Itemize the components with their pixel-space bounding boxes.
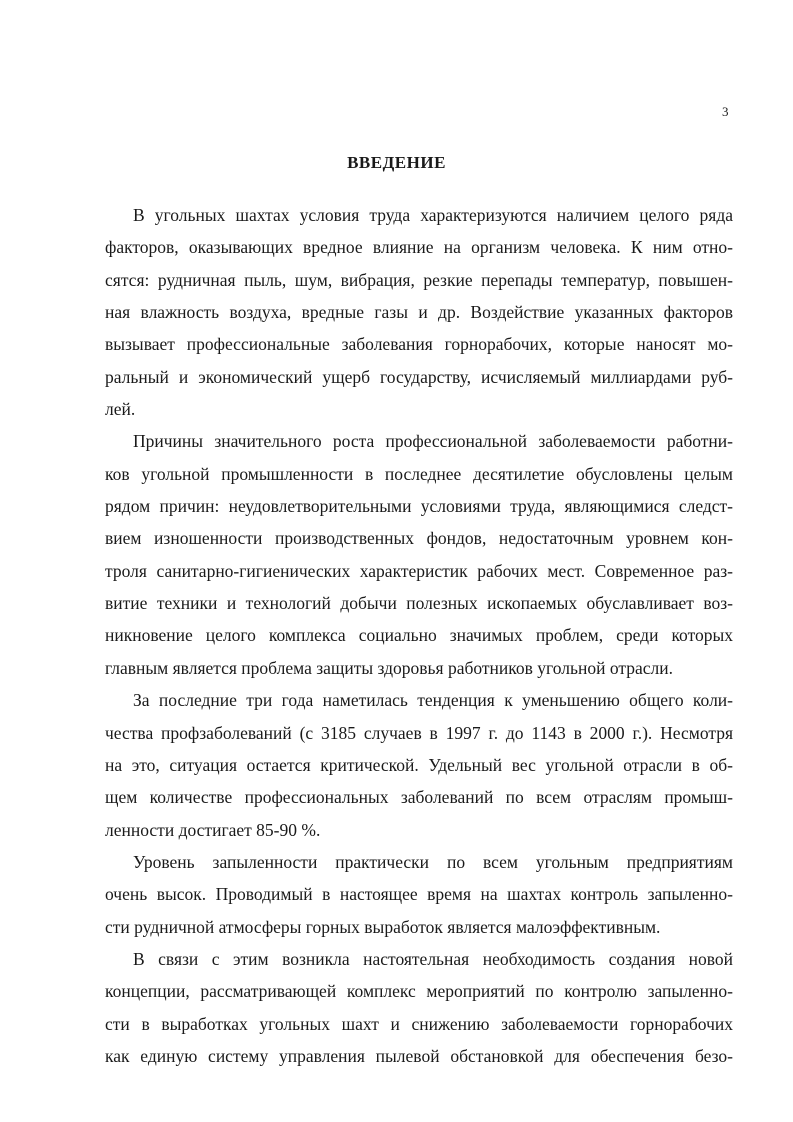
text-line: концепции, рассматривающей комплекс мероприятий по контролю запыленно-	[105, 981, 733, 1002]
paragraph-4	[105, 846, 733, 943]
text-line: витие техники и технологий добычи полезных ископаемых обуславливает воз-	[105, 593, 733, 614]
text-line: Уровень запыленности практически по всем угольным предприятиям	[133, 851, 733, 872]
text-line: вызывает профессиональные заболевания горнорабочих, которые наносят мо-	[105, 334, 733, 355]
text-line: чества профзаболеваний (с 3185 случаев в 1997 г. до 1143 в 2000 г.). Несмотря	[105, 722, 733, 743]
paragraph-3	[105, 684, 733, 846]
text-line: лей.	[105, 399, 136, 420]
text-line: За последние три года наметилась тенденция к уменьшению общего коли-	[133, 690, 733, 711]
text-line: на это, ситуация остается критической. Удельный вес угольной отрасли в об-	[105, 754, 733, 775]
text-line: рядом причин: неудовлетворительными условиями труда, являющимися следст-	[105, 496, 733, 517]
text-line: сти рудничной атмосферы горных выработок является малоэффективным.	[105, 916, 661, 937]
paragraph-1	[105, 199, 733, 425]
text-line: сятся: рудничная пыль, шум, вибрация, резкие перепады температур, повышен-	[105, 269, 733, 290]
text-line: факторов, оказывающих вредное влияние на организм человека. К ним отно-	[105, 237, 733, 258]
text-line: никновение целого комплекса социально значимых проблем, среди которых	[105, 625, 733, 646]
text-line: ральный и экономический ущерб государству, исчисляемый миллиардами руб-	[105, 366, 733, 387]
text-line: ленности достигает 85-90 %.	[105, 819, 321, 840]
text-line: В связи с этим возникла настоятельная необходимость создания новой	[133, 948, 733, 969]
paragraph-5	[105, 943, 733, 1072]
text-line: ная влажность воздуха, вредные газы и др. Воздействие указанных факторов	[105, 302, 733, 323]
page-number: 3	[722, 104, 729, 119]
text-line: очень высок. Проводимый в настоящее время на шахтах контроль запыленно-	[105, 884, 733, 905]
page-title: ВВЕДЕНИЕ	[347, 153, 446, 172]
text-line: вием изношенности производственных фондов, недостаточным уровнем кон-	[105, 528, 733, 549]
paragraph-2	[105, 425, 733, 684]
text-line: ков угольной промышленности в последнее десятилетие обусловлены целым	[105, 463, 733, 484]
text-line: как единую систему управления пылевой обстановкой для обеспечения безо-	[105, 1045, 733, 1066]
body-text	[105, 199, 733, 1072]
text-line: сти в выработках угольных шахт и снижению заболеваемости горнорабочих	[105, 1013, 733, 1034]
text-line: В угольных шахтах условия труда характеризуются наличием целого ряда	[133, 205, 733, 225]
text-line: троля санитарно-гигиенических характеристик рабочих мест. Современное раз-	[105, 560, 733, 581]
text-line: главным является проблема защиты здоровья работников угольной отрасли.	[105, 657, 673, 678]
text-line: щем количестве профессиональных заболеваний по всем отраслям промыш-	[105, 787, 733, 808]
text-line: Причины значительного роста профессиональной заболеваемости работни-	[133, 431, 733, 452]
